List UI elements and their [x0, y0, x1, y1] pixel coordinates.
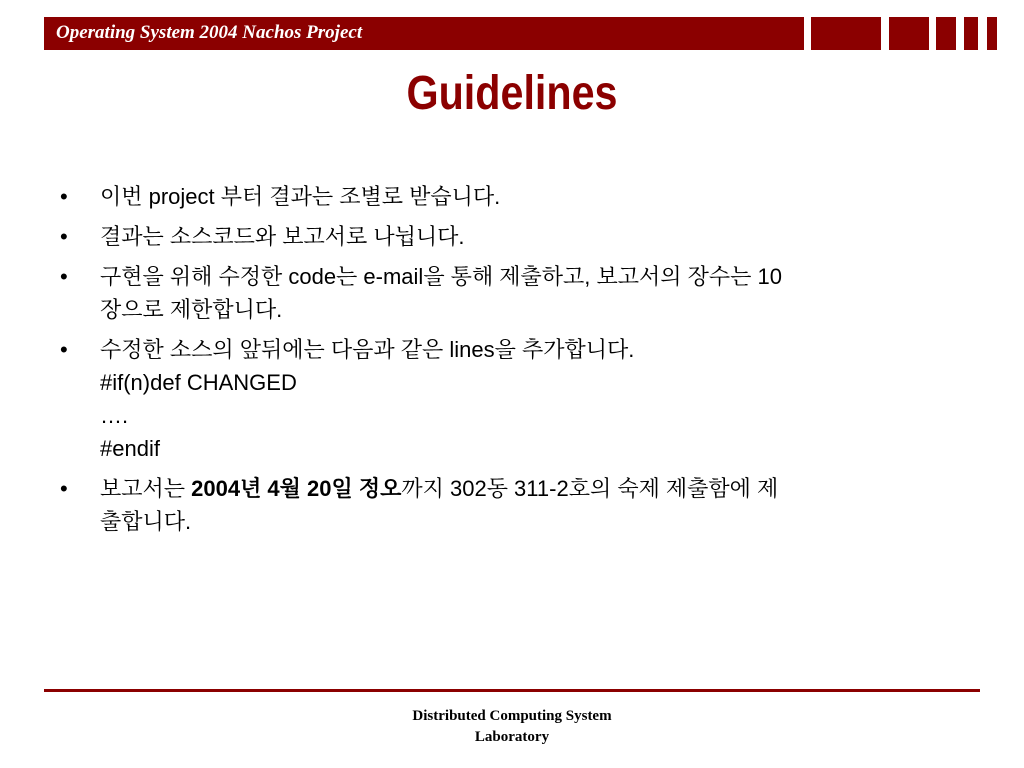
code-line: #endif	[100, 436, 160, 461]
bullet-text-line	[100, 472, 960, 505]
header-decoration-block	[889, 17, 929, 50]
header-decoration-block	[936, 17, 956, 50]
slide-title: Guidelines	[406, 67, 618, 120]
header-decoration-block	[987, 17, 997, 50]
footer-line: Distributed Computing System	[412, 708, 612, 724]
bullet-text: 결과는 소스코드와 보고서로 나뉩니다.	[100, 224, 465, 249]
header-title: Operating System 2004 Nachos Project	[56, 22, 363, 43]
bullet-text: 이번 project 부터 결과는 조별로 받습니다.	[100, 184, 501, 209]
bullet-item	[60, 472, 960, 538]
header-decoration-block	[964, 17, 978, 50]
bullet-text: 수정한 소스의 앞뒤에는 다음과 같은 lines을 추가합니다.	[100, 337, 635, 362]
bullet-item	[60, 180, 960, 213]
bullet-text-line: 출합니다.	[100, 509, 192, 534]
bullet-list	[60, 180, 960, 545]
deadline-text: 2004년 4월 20일 정오	[191, 476, 402, 501]
bullet-text-line: 장으로 제한합니다.	[100, 297, 283, 322]
bullet-item	[60, 260, 960, 326]
bullet-text-suffix: 까지 302동 311-2호의 숙제 제출함에 제	[401, 476, 779, 501]
code-line: ….	[100, 403, 129, 428]
footer	[0, 706, 1024, 748]
bullet-text-line: 구현을 위해 수정한 code는 e-mail을 통해 제출하고, 보고서의 장수는 10	[100, 264, 782, 289]
bullet-dot: •	[60, 264, 68, 289]
footer-line: Laboratory	[474, 729, 550, 745]
bullet-item	[60, 220, 960, 253]
bullet-dot: •	[60, 337, 68, 362]
bullet-item	[60, 333, 960, 465]
header-decoration-block	[811, 17, 881, 50]
footer-divider	[44, 689, 980, 692]
bullet-dot: •	[60, 184, 68, 209]
code-line: #if(n)def CHANGED	[100, 370, 297, 395]
bullet-dot: •	[60, 476, 68, 501]
header-bar	[44, 17, 804, 50]
bullet-dot: •	[60, 224, 68, 249]
bullet-text-prefix: 보고서는	[100, 476, 192, 501]
